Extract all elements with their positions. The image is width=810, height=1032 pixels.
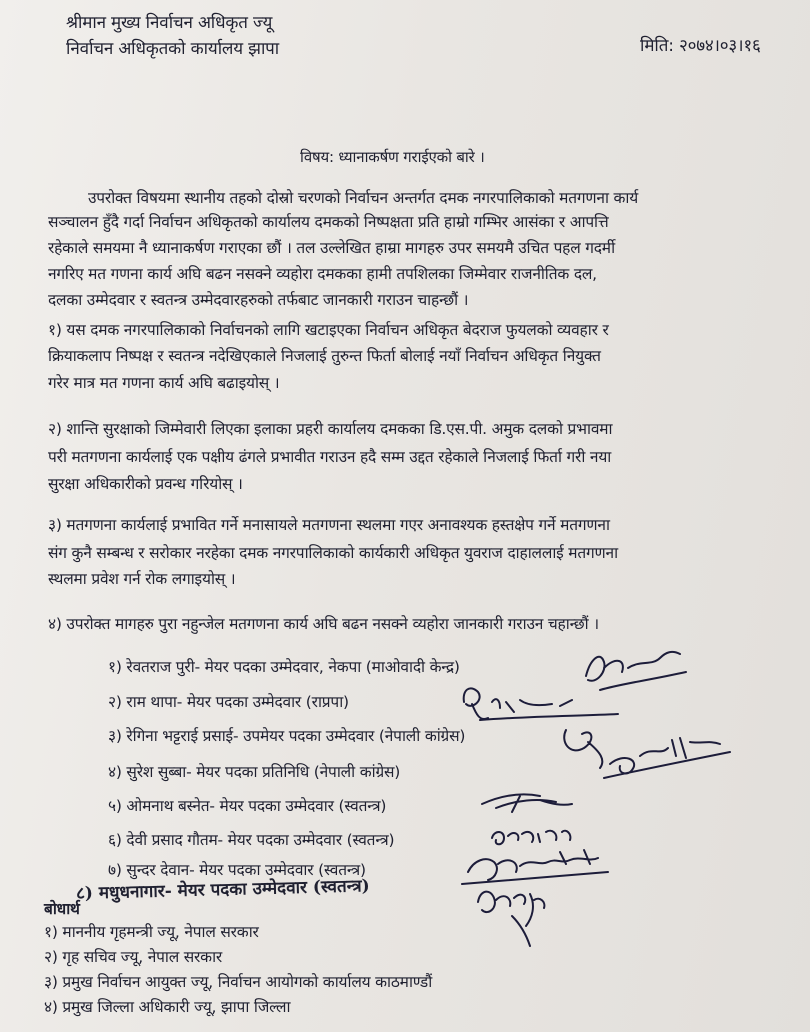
cc-label: बोधार्थ xyxy=(44,900,80,918)
signature-1 xyxy=(586,652,686,690)
point-1-line-3: गरेर मात्र मत गणना कार्य अघि बढाइयोस् । xyxy=(48,374,280,392)
signatory-3: ३) रेगिना भट्टराई प्रसाई- उपमेयर पदका उम्मेदवार (नेपाली कांग्रेस) xyxy=(108,727,466,745)
point-2-line-3: सुरक्षा अधिकारीको प्रवन्ध गरियोस् । xyxy=(48,475,243,493)
signature-5 xyxy=(492,831,570,845)
letter-date: मिति: २०७४।०३।१६ xyxy=(640,36,761,56)
point-1-line-2: क्रियाकलाप निष्पक्ष र स्वतन्त्र नदेखिएकाले निजलाई तुरुन्त फिर्ता बोलाई नयाँ निर्वाचन अधिकृत नियुक्त xyxy=(48,347,601,365)
recipient-line-1: श्रीमान मुख्य निर्वाचन अधिकृत ज्यू xyxy=(66,13,273,33)
point-4-line: ४) उपरोक्त मागहरु पुरा नहुन्जेल मतगणना कार्य अघि बढन नसक्ने व्यहोरा जानकारी गराउन चहान्छौं । xyxy=(48,615,599,633)
point-2-line-1: २) शान्ति सुरक्षाको जिम्मेवारी लिएका इलाका प्रहरी कार्यालय दमकका डि.एस.पी. अमुक दलको प्रभावमा xyxy=(48,420,613,438)
subject-line: विषय: ध्यानाकर्षण गराईएको बारे । xyxy=(300,148,485,166)
intro-line-2: सञ्चालन हुँदै गर्दा निर्वाचन अधिकृतको कार्यालय दमकको निष्पक्षता प्रति हाम्रो गम्भिर आसंका र आपत्ति xyxy=(48,213,609,231)
signature-7 xyxy=(478,892,544,946)
signatory-1: १) रेवतराज पुरी- मेयर पदका उम्मेदवार, नेकपा (माओवादी केन्द्र) xyxy=(108,658,460,676)
signature-4 xyxy=(482,794,572,812)
signatory-5: ५) ओमनाथ बस्नेत- मेयर पदका उम्मेदवार (स्वतन्त्र) xyxy=(108,797,387,815)
signatory-6: ६) देवी प्रसाद गौतम- मेयर पदका उम्मेदवार (स्वतन्त्र) xyxy=(108,831,395,849)
point-3-line-2: संग कुनै सम्बन्ध र सरोकार नरहेका दमक नगरपालिकाको कार्यकारी अधिकृत युवराज दाहाललाई मतगणना xyxy=(48,544,618,562)
signature-2 xyxy=(464,688,618,720)
intro-line-1: उपरोक्त विषयमा स्थानीय तहको दोस्रो चरणको निर्वाचन अन्तर्गत दमक नगरपालिकाको मतगणना कार्य xyxy=(88,189,639,207)
cc-item-1: १) माननीय गृहमन्त्री ज्यू, नेपाल सरकार xyxy=(44,923,259,941)
intro-line-4: नगरिए मत गणना कार्य अघि बढन नसक्ने व्यहोरा दमकका हामी तपशिलका जिम्मेवार राजनीतिक दल, xyxy=(48,265,597,283)
point-2-line-2: परी मतगणना कार्यलाई एक पक्षीय ढंगले प्रभावीत गराउन हदै सम्म उद्दत रहेकाले निजलाई फिर्ता गरी नया xyxy=(48,448,612,466)
signature-3 xyxy=(564,730,730,778)
point-1-line-1: १) यस दमक नगरपालिकाको निर्वाचनको लागि खटाइएका निर्वाचन अधिकृत बेदराज फुयलको व्यवहार र xyxy=(48,321,609,339)
cc-item-4: ४) प्रमुख जिल्ला अधिकारी ज्यू, झापा जिल्ला xyxy=(44,998,291,1016)
signatory-4: ४) सुरेश सुब्बा- मेयर पदका प्रतिनिधि (नेपाली कांग्रेस) xyxy=(108,763,401,781)
signature-6 xyxy=(462,850,608,884)
point-3-line-1: ३) मतगणना कार्यलाई प्रभावित गर्ने मनासायले मतगणना स्थलमा गएर अनावश्यक हस्तक्षेप गर्ने मतगणना xyxy=(48,516,610,534)
point-3-line-3: स्थलमा प्रवेश गर्न रोक लगाइयोस् । xyxy=(48,570,236,588)
handwritten-signatory-8: ८) मधुधनागार- मेयर पदका उम्मेदवार (स्वतन्त्र) xyxy=(75,876,370,904)
signatory-2: २) राम थापा- मेयर पदका उम्मेदवार (राप्रपा) xyxy=(108,693,349,711)
recipient-line-2: निर्वाचन अधिकृतको कार्यालय झापा xyxy=(66,39,280,59)
cc-item-3: ३) प्रमुख निर्वाचन आयुक्त ज्यू, निर्वाचन आयोगको कार्यालय काठमाण्डौं xyxy=(44,973,433,991)
cc-item-2: २) गृह सचिव ज्यू, नेपाल सरकार xyxy=(44,948,223,966)
intro-line-5: दलका उम्मेदवार र स्वतन्त्र उम्मेदवारहरुको तर्फबाट जानकारी गराउन चाहन्छौं । xyxy=(48,291,469,309)
signatory-7: ७) सुन्दर देवान- मेयर पदका उम्मेदवार (स्वतन्त्र) xyxy=(108,861,366,879)
intro-line-3: रहेकाले समयमा नै ध्यानाकर्षण गराएका छौं । तल उल्लेखित हाम्रा मागहरु उपर समयमै उचित पहल गदर्मी xyxy=(48,239,615,257)
